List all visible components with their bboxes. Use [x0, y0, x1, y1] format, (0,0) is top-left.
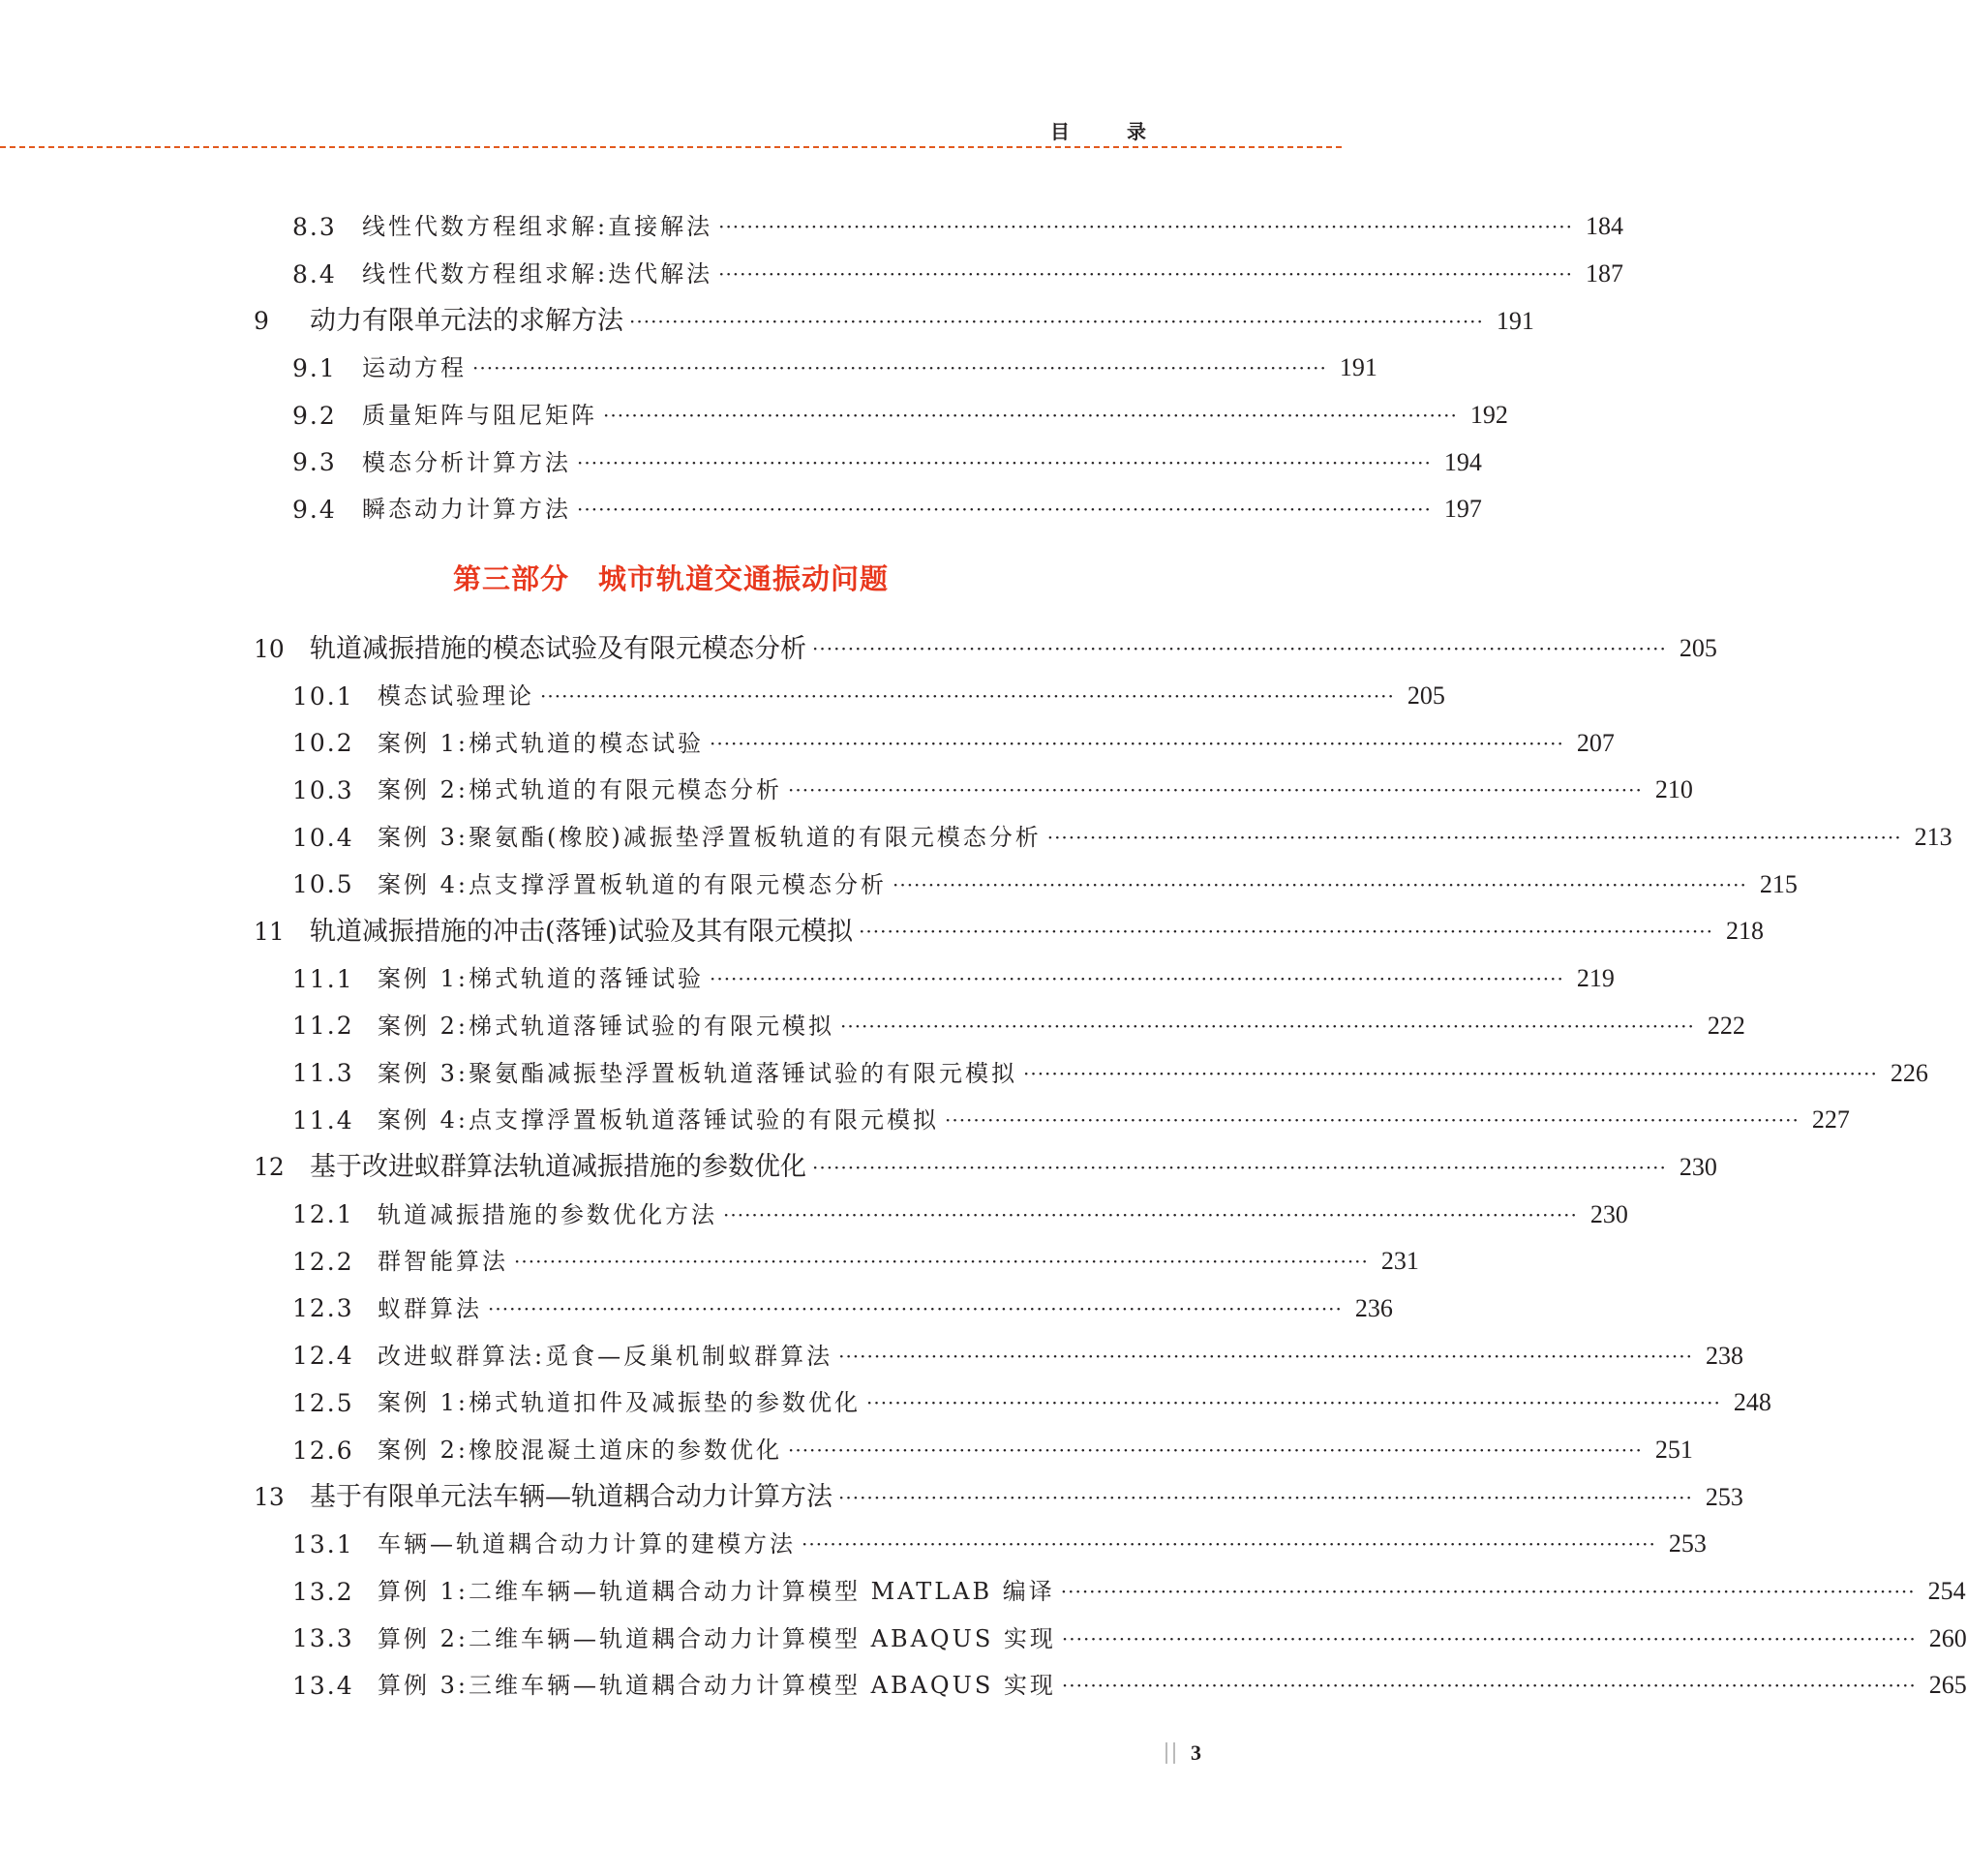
entry-title: 轨道减振措施的参数优化方法 — [378, 1200, 717, 1228]
entry-number: 12 — [254, 1153, 285, 1182]
entry-title: 案例 2:梯式轨道落锤试验的有限元模拟 — [378, 1012, 834, 1040]
dot-leader: ························································································································ — [540, 684, 1395, 709]
entry-number: 10.5 — [292, 870, 354, 899]
entry-title: 线性代数方程组求解:迭代解法 — [362, 260, 713, 288]
entry-title: 轨道减振措施的冲击(落锤)试验及其有限元模拟 — [310, 916, 854, 947]
entry-title: 动力有限单元法的求解方法 — [310, 306, 623, 337]
entry-title: 线性代数方程组求解:直接解法 — [362, 213, 713, 241]
toc-section-entry[interactable] — [254, 486, 1482, 533]
toc-section-entry[interactable] — [254, 251, 1623, 298]
entry-number: 10.2 — [292, 729, 354, 758]
toc-section-entry[interactable] — [254, 861, 1798, 908]
entry-page-number: 236 — [1354, 1293, 1393, 1322]
entry-page-number: 197 — [1443, 495, 1482, 524]
toc-section-entry[interactable] — [254, 767, 1693, 814]
toc-chapter-entry[interactable] — [254, 908, 1764, 955]
dot-leader: ························································································································ — [718, 262, 1573, 287]
dot-leader: ························································································································ — [488, 1296, 1343, 1320]
entry-title: 运动方程 — [362, 354, 467, 382]
entry-page-number: 238 — [1705, 1341, 1743, 1370]
toc-section-entry[interactable] — [254, 1097, 1850, 1144]
dot-leader: ························································································································ — [603, 404, 1458, 428]
entry-page-number: 194 — [1443, 447, 1482, 476]
toc-chapter-entry[interactable] — [254, 1473, 1743, 1521]
dot-leader: ························································································································ — [723, 1202, 1578, 1226]
entry-title: 算例 2:二维车辆—轨道耦合动力计算模型 ABAQUS 实现 — [378, 1624, 1056, 1652]
toc-chapter-entry[interactable] — [254, 1144, 1717, 1192]
entry-number: 13.4 — [292, 1671, 354, 1700]
toc-section-entry[interactable] — [254, 814, 1952, 862]
entry-page-number: 231 — [1380, 1247, 1419, 1276]
dot-leader: ························································································································ — [944, 1108, 1800, 1133]
dot-leader: ························································································································ — [1061, 1626, 1917, 1650]
entry-page-number: 218 — [1725, 917, 1764, 946]
toc-section-entry[interactable] — [254, 1427, 1693, 1474]
toc-section-entry[interactable] — [254, 345, 1377, 392]
dot-leader: ························································································································ — [1061, 1674, 1917, 1698]
entry-page-number: 205 — [1679, 634, 1717, 663]
dot-leader: ························································································································ — [577, 498, 1432, 522]
entry-number: 13.2 — [292, 1577, 354, 1606]
entry-number: 13.3 — [292, 1624, 354, 1653]
dot-leader: ························································································································ — [709, 967, 1564, 991]
dot-leader: ························································································································ — [1022, 1061, 1878, 1085]
toc-section-entry[interactable] — [254, 1003, 1745, 1050]
entry-title: 改进蚁群算法:觅食—反巢机制蚁群算法 — [378, 1342, 833, 1370]
entry-number: 12.4 — [292, 1342, 354, 1371]
dot-leader: ························································································································ — [514, 1250, 1369, 1274]
entry-title: 案例 2:橡胶混凝土道床的参数优化 — [378, 1437, 782, 1465]
entry-page-number: 248 — [1733, 1388, 1771, 1417]
toc-chapter-entry[interactable] — [254, 625, 1717, 673]
toc-section-entry[interactable] — [254, 1662, 1967, 1710]
dot-leader: ························································································································ — [865, 1391, 1721, 1415]
entry-page-number: 184 — [1585, 212, 1623, 241]
entry-number: 12.1 — [292, 1200, 354, 1229]
entry-page-number: 205 — [1407, 681, 1445, 711]
toc-section-entry[interactable] — [254, 1286, 1393, 1333]
entry-number: 9.2 — [292, 401, 337, 430]
entry-title: 算例 3:三维车辆—轨道耦合动力计算模型 ABAQUS 实现 — [378, 1672, 1056, 1700]
toc-section-entry[interactable] — [254, 1615, 1967, 1662]
entry-title: 瞬态动力计算方法 — [362, 496, 571, 524]
dot-leader: ························································································································ — [629, 309, 1484, 333]
toc-section-entry[interactable] — [254, 1049, 1928, 1097]
entry-number: 11.3 — [292, 1059, 354, 1088]
entry-number: 11.1 — [292, 964, 354, 993]
entry-title: 案例 1:梯式轨道的落锤试验 — [378, 965, 704, 993]
dot-leader: ························································································································ — [1060, 1580, 1916, 1604]
entry-title: 基于有限单元法车辆—轨道耦合动力计算方法 — [310, 1482, 832, 1513]
entry-page-number: 227 — [1811, 1105, 1850, 1135]
dot-leader: ························································································································ — [709, 731, 1564, 755]
footer-mark — [1165, 1742, 1175, 1764]
toc-section-entry[interactable] — [254, 1568, 1966, 1616]
entry-number: 10.3 — [292, 775, 354, 804]
dot-leader: ························································································································ — [812, 1155, 1667, 1179]
entry-page-number: 219 — [1576, 964, 1615, 993]
entry-page-number: 207 — [1576, 728, 1615, 757]
toc-section-entry[interactable] — [254, 1191, 1628, 1238]
entry-number: 11.4 — [292, 1105, 354, 1135]
entry-title: 案例 1:梯式轨道的模态试验 — [378, 729, 704, 757]
dot-leader: ························································································································ — [472, 356, 1327, 380]
entry-page-number: 230 — [1589, 1199, 1628, 1228]
entry-number: 11.2 — [292, 1012, 354, 1041]
toc-section-entry[interactable] — [254, 1238, 1419, 1286]
entry-page-number: 254 — [1927, 1577, 1966, 1606]
entry-title: 模态分析计算方法 — [362, 448, 571, 476]
entry-title: 群智能算法 — [378, 1248, 508, 1276]
dot-leader: ························································································································ — [839, 1014, 1695, 1038]
entry-number: 10.4 — [292, 823, 354, 852]
entry-page-number: 192 — [1469, 401, 1508, 430]
dot-leader: ························································································································ — [787, 778, 1643, 802]
entry-number: 10 — [254, 634, 285, 663]
entry-number: 9.1 — [292, 353, 337, 382]
entry-number: 8.3 — [292, 212, 337, 241]
entry-number: 12.6 — [292, 1436, 354, 1465]
entry-page-number: 251 — [1654, 1436, 1693, 1465]
toc-section-entry[interactable] — [254, 673, 1445, 720]
entry-page-number: 230 — [1679, 1152, 1717, 1181]
dot-leader: ························································································································ — [718, 215, 1573, 239]
toc-list-bottom — [254, 625, 1967, 1710]
toc-section-entry[interactable] — [254, 392, 1508, 439]
entry-page-number: 253 — [1668, 1529, 1707, 1558]
entry-page-number: 226 — [1890, 1058, 1928, 1087]
entry-page-number: 191 — [1339, 353, 1377, 382]
dot-leader: ························································································································ — [787, 1438, 1643, 1463]
entry-number: 8.4 — [292, 259, 337, 288]
entry-title: 基于改进蚁群算法轨道减振措施的参数优化 — [310, 1152, 806, 1183]
dot-leader: ························································································································ — [838, 1344, 1693, 1368]
page-number: 3 — [1191, 1740, 1201, 1765]
entry-page-number: 253 — [1705, 1482, 1743, 1511]
entry-page-number: 260 — [1928, 1623, 1967, 1652]
entry-number: 9.4 — [292, 495, 337, 524]
dot-leader: ························································································································ — [812, 637, 1667, 661]
toc-section-entry[interactable] — [254, 1521, 1707, 1568]
entry-title: 蚁群算法 — [378, 1294, 482, 1322]
entry-title: 车辆—轨道耦合动力计算的建模方法 — [378, 1530, 796, 1558]
entry-title: 案例 3:聚氨酯(橡胶)减振垫浮置板轨道的有限元模态分析 — [378, 824, 1042, 852]
entry-number: 13.1 — [292, 1529, 354, 1558]
entry-number: 12.2 — [292, 1247, 354, 1276]
toc-section-entry[interactable] — [254, 439, 1482, 486]
dot-leader: ························································································································ — [1046, 826, 1902, 850]
entry-page-number: 265 — [1928, 1671, 1967, 1700]
dot-leader: ························································································································ — [802, 1532, 1656, 1557]
entry-title: 案例 2:梯式轨道的有限元模态分析 — [378, 776, 782, 804]
entry-number: 10.1 — [292, 681, 354, 711]
entry-page-number: 187 — [1585, 259, 1623, 288]
dot-leader: ························································································································ — [838, 1485, 1693, 1509]
entry-page-number: 215 — [1759, 869, 1798, 898]
entry-title: 案例 4:点支撑浮置板轨道的有限元模态分析 — [378, 870, 887, 898]
entry-title: 案例 3:聚氨酯减振垫浮置板轨道落锤试验的有限元模拟 — [378, 1059, 1017, 1087]
entry-title: 案例 1:梯式轨道扣件及减振垫的参数优化 — [378, 1389, 861, 1417]
entry-number: 13 — [254, 1483, 285, 1512]
entry-number: 12.5 — [292, 1388, 354, 1417]
toc-chapter-entry[interactable] — [254, 297, 1534, 345]
entry-page-number: 191 — [1496, 306, 1534, 335]
toc-section-entry[interactable] — [254, 955, 1615, 1003]
entry-title: 模态试验理论 — [378, 682, 534, 711]
entry-number: 9.3 — [292, 448, 337, 477]
toc-list-top — [254, 203, 1623, 533]
toc-section-entry[interactable] — [254, 1332, 1743, 1379]
entry-title: 算例 1:二维车辆—轨道耦合动力计算模型 MATLAB 编译 — [378, 1578, 1055, 1606]
toc-section-entry[interactable] — [254, 1379, 1771, 1427]
entry-number: 12.3 — [292, 1294, 354, 1323]
entry-title: 案例 4:点支撑浮置板轨道落锤试验的有限元模拟 — [378, 1106, 939, 1135]
running-head: 目 录 — [1050, 120, 1171, 143]
toc-section-entry[interactable] — [254, 203, 1623, 251]
entry-title: 轨道减振措施的模态试验及有限元模态分析 — [310, 633, 806, 664]
entry-title: 质量矩阵与阻尼矩阵 — [362, 402, 597, 430]
toc-section-entry[interactable] — [254, 719, 1615, 767]
entry-page-number: 210 — [1654, 775, 1693, 804]
dot-leader: ························································································································ — [577, 450, 1432, 474]
dot-leader: ························································································································ — [859, 920, 1713, 944]
entry-page-number: 213 — [1914, 823, 1952, 852]
entry-number: 11 — [254, 917, 285, 946]
dot-leader: ························································································································ — [892, 872, 1747, 896]
header-divider — [0, 146, 1342, 148]
part-title: 第三部分 城市轨道交通振动问题 — [452, 562, 889, 595]
entry-page-number: 222 — [1707, 1011, 1745, 1040]
entry-number: 9 — [254, 307, 269, 336]
